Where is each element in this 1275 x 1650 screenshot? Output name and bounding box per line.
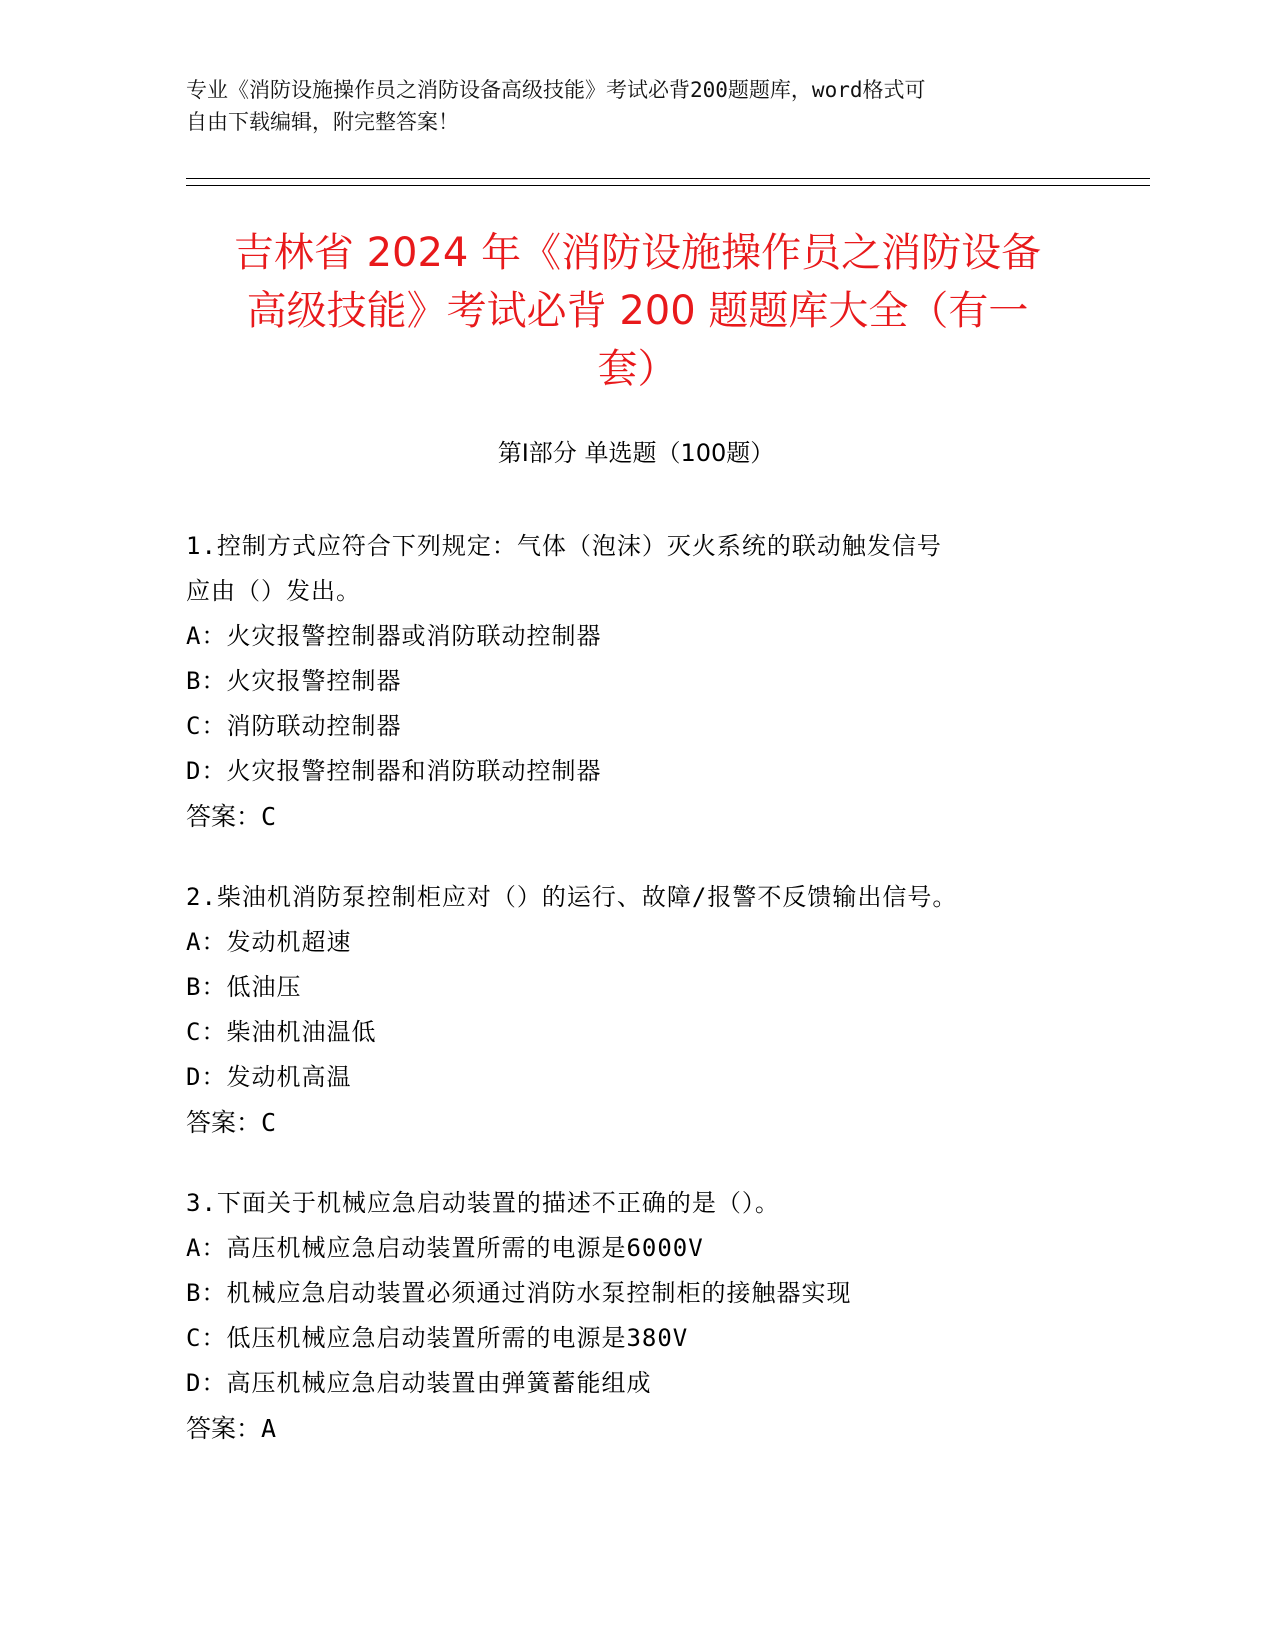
answer-value: A [261, 1414, 277, 1443]
option-c: C：低压机械应急启动装置所需的电源是380V [186, 1324, 689, 1352]
title-line-1: 吉林省 2024 年《消防设施操作员之消防设备 [233, 230, 1042, 276]
question-stem: 2.柴油机消防泵控制柜应对（）的运行、故障/报警不反馈输出信号。 [186, 883, 958, 911]
document-title [150, 224, 1125, 398]
option-b: B：机械应急启动装置必须通过消防水泵控制柜的接触器实现 [186, 1279, 852, 1307]
answer [186, 794, 1066, 839]
option-c: C：柴油机油温低 [186, 1018, 377, 1046]
question-list [186, 524, 1066, 1487]
header-note-line-1: 专业《消防设施操作员之消防设备高级技能》考试必背200题题库，word格式可 [186, 78, 926, 102]
header-divider-bottom [186, 185, 1150, 186]
answer-label: 答案： [186, 802, 262, 831]
header-divider-top [186, 178, 1150, 179]
question-stem-continued: 应由（）发出。 [186, 577, 361, 605]
option-d: D：高压机械应急启动装置由弹簧蓄能组成 [186, 1369, 652, 1397]
option-b: B：低油压 [186, 973, 302, 1001]
question-1 [186, 524, 1066, 839]
question-2 [186, 875, 1066, 1145]
option-a: A：发动机超速 [186, 928, 352, 956]
title-line-2: 高级技能》考试必背 200 题题库大全（有一 [246, 288, 1029, 334]
answer-label: 答案： [186, 1414, 262, 1443]
answer [186, 1406, 1066, 1451]
question-stem: 3.下面关于机械应急启动装置的描述不正确的是（）。 [186, 1189, 780, 1217]
header-note [186, 74, 1086, 138]
option-d: D：火灾报警控制器和消防联动控制器 [186, 757, 602, 785]
section-heading: 第Ⅰ部分 单选题（100题） [497, 439, 775, 467]
option-a: A：高压机械应急启动装置所需的电源是6000V [186, 1234, 704, 1262]
answer-value: C [261, 802, 277, 831]
answer-label: 答案： [186, 1108, 262, 1137]
answer-value: C [261, 1108, 277, 1137]
option-c: C：消防联动控制器 [186, 712, 402, 740]
header-note-line-2: 自由下载编辑，附完整答案！ [186, 110, 459, 134]
question-stem: 1.控制方式应符合下列规定：气体（泡沫）灭火系统的联动触发信号 [186, 532, 942, 560]
option-d: D：发动机高温 [186, 1063, 352, 1091]
answer [186, 1100, 1066, 1145]
option-b: B：火灾报警控制器 [186, 667, 402, 695]
question-3 [186, 1181, 1066, 1451]
option-a: A：火灾报警控制器或消防联动控制器 [186, 622, 602, 650]
title-line-3: 套） [597, 346, 678, 392]
